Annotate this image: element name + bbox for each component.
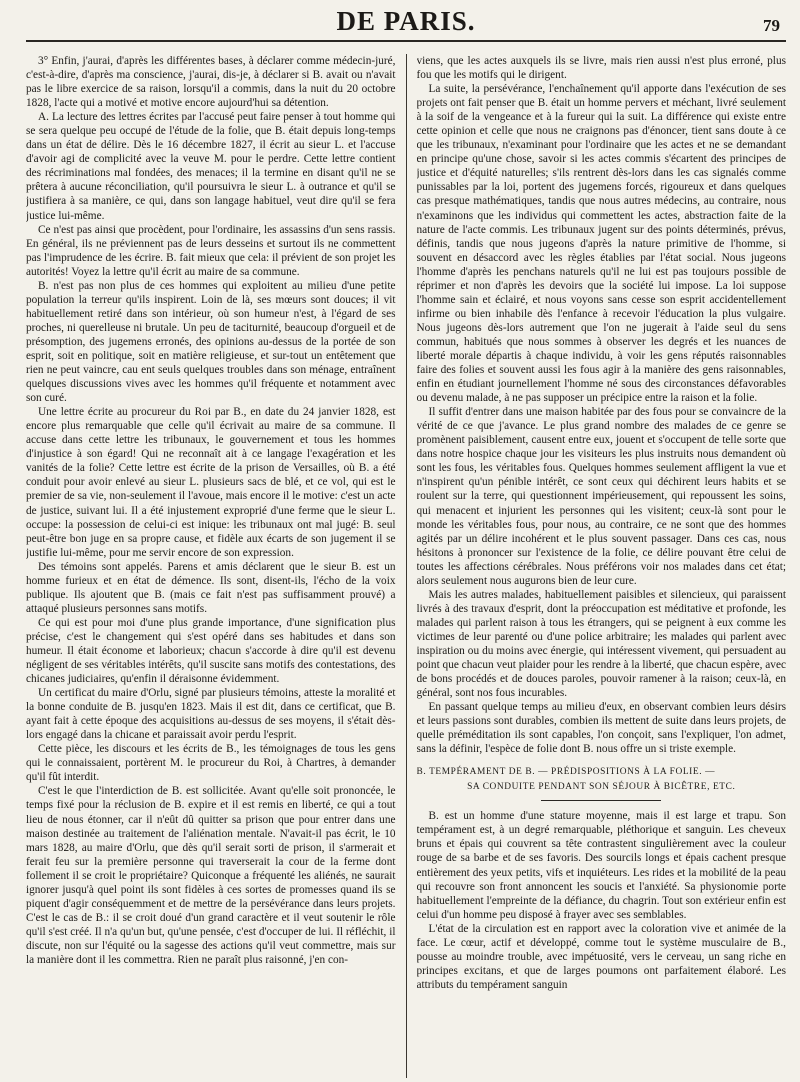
continued-text: viens, que les actes auxquels ils se livre, mais rien aussi n'est plus erroné, plus fou que les motifs qui le dirigent. (416, 55, 786, 82)
section-heading: B. TEMPÉRAMENT DE B. — PRÉDISPOSITIONS À LA FOLIE. — (416, 767, 716, 778)
left-paragraph: Ce n'est pas ainsi que procèdent, pour l'ordinaire, les assassins d'un sens rassis. En général, ils ne préviennent pas de leurs desseins et surtout ils ne commettent pas l'imprudence de les écrire. B. fait mieux que cela: il prévient de son projet les autorités! Voyez la lettre qu'il écrit au maire de sa commune. (26, 223, 396, 278)
left-paragraph: Cette pièce, les discours et les écrits de B., les témoignages de tous les gens qui le connaissaient, portèrent M. le procureur du Roi, à Chartres, à demander qu'il fût interdit. (26, 743, 396, 784)
column-divider (406, 54, 407, 1078)
left-paragraph: Des témoins sont appelés. Parens et amis déclarent que le sieur B. est un homme furieux et en état de démence. Ils sont, disent-ils, l'écho de la voix publique. Ils ajoutent que B. (mais ce fait n'est pas suffisamment prouvé) a attaqué plusieurs personnes sans motifs. (26, 560, 396, 615)
section-paragraph: B. est un homme d'une stature moyenne, mais il est large et trapu. Son tempérament est, à un degré remarquable, pléthorique et sanguin. Les cheveux bruns et épais qui couvrent sa tête contrastent singulièrement avec la couleur rouge de sa barbe et de ses favoris. Des sourcils longs et épais cachent presque entièrement des yeux petits, vifs et inquiéteurs. Les rides et la mobilité de la peau qui recouvre son front annoncent les soucis et l'anxiété. Sa physionomie porte habituellement l'empreinte de la défiance, du chagrin. Tout son extérieur enfin est celui d'un homme peu disposé à frayer avec ses semblables. (416, 810, 786, 921)
columns (26, 54, 786, 1078)
left-paragraph: C'est le que l'interdiction de B. est sollicitée. Avant qu'elle soit prononcée, le temps fixé pour la réclusion de B. expire et il est remis en liberté, ce qui a tout lieu de nous étonner, car il n'eût dû quitter sa prison que pour entrer dans une maison destinée au traitement de l'aliénation mentale. N'avait-il pas écrit, le 10 mars 1828, au maire d'Orlu, que dès qu'il serait sorti de prison, il s'armerait et ferait feu sur la première personne qui traverserait la cour de la ferme dont follement il se croit le propriétaire? Quiconque a fréquenté les aliénés, ne saurait ignorer jusqu'à quel point ils sont fidèles à ces sortes de promesses quand ils se piquent d'agir conséquemment et de mettre de la persévérance dans leurs projets. C'est le cas de B.: il se croit doué d'un grand caractère et il veut soutenir le rôle qu'il s'est créé. Il n'a qu'un but, qu'une pensée, c'est d'occuper de lui. Il réfléchit, il discute, non sur l'équité ou la sagesse des actions qu'il veut commettre, mais sur la manière dont il les commettra. Rien ne paraît plus raisonné, j'en con- (26, 785, 396, 966)
left-paragraph: B. n'est pas non plus de ces hommes qui exploitent au milieu d'une petite population la terreur qu'ils inspirent. Loin de là, ses mœurs sont douces; il vit habituellement retiré dans son intérieur, où son humeur n'est, à l'égard de ses proches, ni querelleuse ni brutale. Un peu de taciturnité, beaucoup d'orgueil et de présomption, des jugemens erronés, des opinions au-dessus de la portée de son esprit, soit en politique, soit en matière religieuse, et sur-tout un entêtement que rien ne peut vaincre, cau ent seuls quelques troubles dans son ménage, entraînent quelques discussions vives avec les hommes qu'il fréquente et notamment avec son curé. (26, 279, 396, 405)
page-header (26, 0, 786, 44)
right-column (417, 54, 787, 1078)
section-paragraph: L'état de la circulation est en rapport avec la coloration vive et animée de la face. Le cœur, actif et développé, comme tout le système musculaire de B., pousse au moindre trouble, avec impétuosité, vers le cerveau, un sang riche en principes excitans, et que de larges poumons ont parfaitement élaboré. Les attributs du tempérament sanguin (416, 922, 786, 991)
right-paragraph: En passant quelque temps au milieu d'eux, en observant combien leurs désirs et leurs passions sont durables, combien ils mettent de suite dans leurs projets, de quelle préméditation ils sont capables, l'on conçoit, sans l'expliquer, l'on admet, sans la définir, l'espèce de folie dont B. nous offre un si triste exemple. (416, 701, 786, 756)
right-paragraph: Mais les autres malades, habituellement paisibles et silencieux, qui paraissent livrés à des travaux d'esprit, dont la préoccupation est méditative et profonde, les malades qui parlent raison à tous les étrangers, qui se peignent à eux comme les victimes de leur parenté ou d'une police arbitraire; les malades qui parlent avec inspiration ou du moins avec énergie, qui intéressent vivement, qui persuadent au point que chacun veut plaider pour les rendre à la liberté, que chacun espère, avec de bons procédés et de douces paroles, pouvoir ramener à la raison; ceux-là, en général, sont nos fous incurables. (416, 588, 786, 700)
page-title: DE PARIS. (336, 6, 476, 36)
section-subheading: SA CONDUITE PENDANT SON SÉJOUR À BICÊTRE, ETC. (417, 781, 787, 801)
left-column (26, 54, 396, 1078)
left-paragraph: Un certificat du maire d'Orlu, signé par plusieurs témoins, atteste la moralité et la bonne conduite de B. jusqu'en 1823. Mais il est dit, dans ce certificat, que B. ayant fait à cette époque des acquisitions au-dessus de ses moyens, il s'était dès-lors engagé dans la chicane et paraissait avoir perdu l'esprit. (26, 687, 396, 742)
page-number: 79 (763, 16, 780, 35)
right-paragraph: Il suffit d'entrer dans une maison habitée par des fous pour se convaincre de la vérité de ce que j'avance. Le plus grand nombre des malades de ce genre se promènent paisiblement, causent entre eux, jouent et s'occupent de telle sorte que dans notre hospice chaque jour les visiteurs les plus instruits nous demandent où sont les fous, les véritables fous. Quelques hommes seulement affligent la vue et n'inspirent qu'un pénible intérêt, ce sont ceux qui déchirent leurs habits et se roulent sur la terre, qui questionnent impérieusement, qui repoussent les soins, qui menacent et injurient les personnes qui les visitent; ceux-là sont pour le monde les véritables fous, pour nous, au contraire, ce ne sont que des hommes agités par un délire incohérent et le plus souvent passager. Dans ces cas, nous hésitons à prononcer sur l'existence de la folie, ce délire pouvant être celui de toutes les affections cérébrales. Nous préférons voir nos malades dans cet état; alors seulement nous augurons bien de leur cure. (416, 406, 786, 587)
left-paragraph: Une lettre écrite au procureur du Roi par B., en date du 24 janvier 1828, est encore plus remarquable que celle qu'il écrivait au maire de sa commune. Il accuse dans cette lettre les tribunaux, le gouvernement et tous les hommes d'injustice à son égard! Qui ne reconnaît ait à ce langage l'exagération et les vanités de la folie? Cette lettre est écrite de la prison de Versailles, où B. a été conduit pour avoir enlevé au sieur L. plusieurs sacs de blé, et ce vol, qui est le premier de sa vie, non-seulement il l'avoue, mais encore il le motive: c'est un acte de justice, suivant lui. Il a été injustement exproprié d'une ferme que le sieur L. occupe: la possession de celui-ci est inique: les tribunaux ont mal jugé: B. seul peut-être bon juge en sa propre cause, et fidèle aux écarts de son jugement il se justifie lui-même, pour me servir encore de son expression. (26, 406, 396, 559)
left-paragraph: Ce qui est pour moi d'une plus grande importance, d'une signification plus précise, c'est le changement qui s'est opéré dans ses habitudes et dans son humeur. Il était économe et laborieux; chacun s'accorde à dire qu'il est devenu négligent de ses véritables intérêts, qu'il suscite sans motifs des contestations, des chicanes judiciaires, qu'enfin il déraisonne évidemment. (26, 616, 396, 686)
header-rule (26, 40, 786, 42)
left-paragraph: A. La lecture des lettres écrites par l'accusé peut faire penser à tout homme qui se sera quelque peu occupé de l'étude de la folie, que B. était depuis long-temps dans un état de délire. Dès le 16 décembre 1827, il écrit au sieur L. et l'accuse d'avoir agi de complicité avec la veuve M. pour le perdre. Cette lettre contient des récriminations mal fondées, des menaces; il la termine en disant qu'il ne se prêtera à aucune réconciliation, qu'il poursuivra le sieur L. à outrance et qu'il se justifiera à sa manière, ce qui, dans son langage habituel, veut dire qu'il se fera justice lui-même. (26, 111, 396, 222)
left-paragraph: 3° Enfin, j'aurai, d'après les différentes bases, à déclarer comme médecin-juré, c'est-à-dire, d'après ma conscience, j'aurai, dis-je, à déclarer si B. avait ou n'avait pas le libre exercice de sa raison, lorsqu'il a commis, dans la nuit du 20 octobre 1828, l'acte qui a motivé et motive encore aujourd'hui sa détention. (26, 55, 396, 110)
right-paragraph: La suite, la persévérance, l'enchaînement qu'il apporte dans l'exécution de ses projets ont fait penser que B. était un homme pervers et méchant, livré seulement à la soif de la vengeance et à la fureur qui la suit. La différence qui existe entre cette opinion et celle que nous ne craignons pas d'énoncer, tient sans doute à ce que les tribunaux, n'examinant pour l'ordinaire que les actes et ne se demandant en principe qu'une chose, savoir si les actes commis s'écartent des principes de justice et d'équité naturelles; s'ils rentrent dès-lors dans les cas signalés comme punissables par la loi, portent des jugemens forcés, rigoureux et dans quelques cas presque mathématiques, tandis que nous autres médecins, au contraire, nous n'examinons que les individus qui commettent les actes, abstraction faite de la nature de l'acte commis. Les tribunaux jugent sur des points déterminés, prévus, définis, tandis que nous jugeons d'après la nature primitive de l'homme, si souvent en désaccord avec les règles établies par l'état social. Nous jugeons l'homme d'après les penchans naturels qu'il ne lui est pas toujours possible de réprimer et non d'après les devoirs que la société lui impose. La loi suppose l'homme sain et éclairé, et nous voyons sans cesse son esprit accidentellement infirme ou bien inhabile dès l'enfance à recevoir l'éducation la plus vulgaire. Nous jugeons dès-lors autrement que l'on ne jugerait à l'aide seul du sens commun, habitués que nous sommes à observer les degrés et les nuances de liberté morale départis à chaque individu, à voir les gens réputés raisonnables faire des folies et souvent aussi les fous agir à la manière des gens raisonnables, enfin en étudiant journellement l'homme né sous des circonstances défavorables ou devenu malade, à ne pas supposer un précipice entre la raison et la folie. (416, 83, 786, 405)
